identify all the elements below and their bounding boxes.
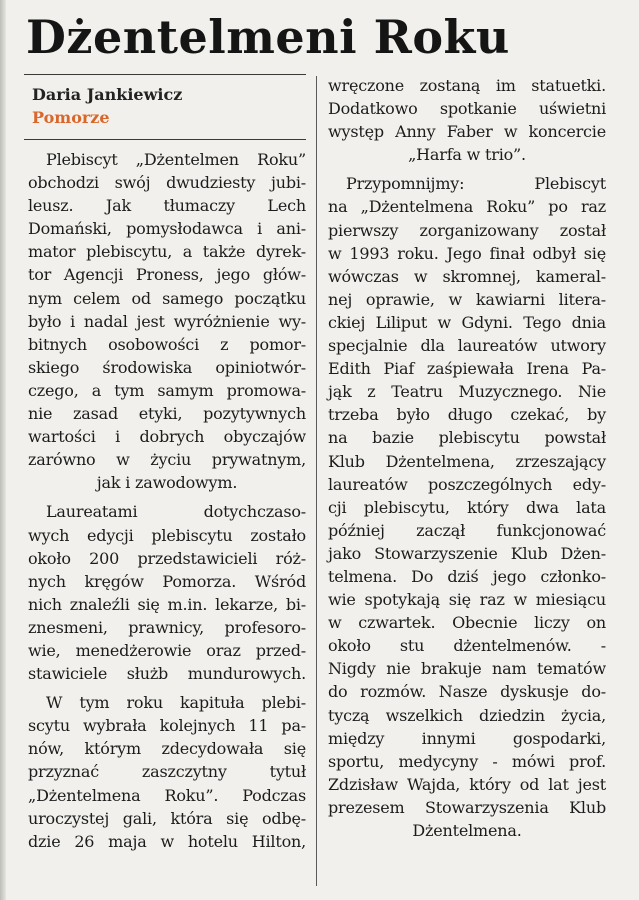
left-column <box>28 148 306 853</box>
text-line: wartości i dobrych obyczajów <box>28 427 306 447</box>
text-line: scytu wybrała kolejnych 11 pa- <box>28 716 306 736</box>
text-line: wie, menedżerowie oraz przed- <box>28 640 306 660</box>
text-line: nym celem od samego początku <box>28 288 306 308</box>
paragraph <box>28 148 306 494</box>
text-line: Laureatami dotychczaso- <box>46 502 306 522</box>
text-line: W tym roku kapituła plebi- <box>46 693 306 713</box>
text-line: czego, a tym samym promowa- <box>28 380 306 400</box>
text-line: skiego środowiska opiniotwór- <box>28 357 306 377</box>
text-line: tor Agencji Proness, jego głów- <box>28 265 306 285</box>
column-divider <box>316 76 317 886</box>
text-line: wych edycji plebiscytu zostało <box>28 525 306 545</box>
text-line: cji plebiscytu, który dwa lata <box>328 497 606 517</box>
text-line: na „Dżentelmena Roku” po raz <box>328 197 606 217</box>
byline-divider <box>24 139 306 140</box>
paragraph <box>28 500 306 685</box>
text-line: wie spotykają się raz w miesiącu <box>328 590 606 610</box>
text-line: w 1993 roku. Jego finał odbył się <box>328 243 606 263</box>
text-line: stawiciele służb mundurowych. <box>28 664 306 684</box>
text-line: nych kręgów Pomorza. Wśród <box>28 571 306 591</box>
text-line: nów, którym zdecydowała się <box>28 739 306 759</box>
text-line: Nigdy nie brakuje nam tematów <box>328 659 606 679</box>
text-line: wręczone zostaną im statuetki. <box>328 76 606 95</box>
text-line: laureatów poszczególnych edy- <box>328 474 606 494</box>
page-edge-shadow <box>0 0 6 900</box>
text-line: występ Anny Faber w koncercie <box>328 122 606 142</box>
text-line: wówczas w skromnej, kameral- <box>328 266 606 286</box>
text-line: Zdzisław Wajda, który od lat jest <box>328 774 606 794</box>
text-line: „Harfa w trio”. <box>408 145 526 165</box>
region-label: Pomorze <box>32 108 110 127</box>
text-line: do rozmów. Nasze dyskusje do- <box>328 682 606 702</box>
text-line: dzie 26 maja w hotelu Hilton, <box>28 831 306 851</box>
text-line: w czwartek. Obecnie liczy on <box>328 613 606 633</box>
text-line: „Dżentelmena Roku”. Podczas <box>28 785 306 805</box>
article-title: Dżentelmeni Roku <box>26 10 510 64</box>
text-line: pierwszy zorganizowany został <box>328 220 606 240</box>
text-line: nie zasad etyki, pozytywnych <box>28 404 306 424</box>
text-line: Dodatkowo spotkanie uświetni <box>328 99 606 119</box>
text-line: specjalnie dla laureatów utwory <box>328 336 606 356</box>
text-line: obchodzi swój dwudziesty jubi- <box>28 173 306 193</box>
paragraph <box>28 691 306 853</box>
text-line: Dżentelmena. <box>412 821 522 840</box>
text-line: przyznać zaszczytny tytuł <box>28 762 306 782</box>
text-line: Domański, pomysłodawca i ani- <box>28 219 306 239</box>
text-line: telmena. Do dziś jego członko- <box>328 566 606 586</box>
text-line: około 200 przedstawicieli róż- <box>28 548 306 568</box>
text-line: ckiej Liliput w Gdyni. Tego dnia <box>328 312 606 332</box>
text-line: mator plebiscytu, a także dyrek- <box>28 242 306 262</box>
text-line: zarówno w życiu prywatnym, <box>28 450 306 470</box>
author-name: Daria Jankiewicz <box>32 85 183 104</box>
text-line: znesmeni, prawnicy, profesoro- <box>28 617 306 637</box>
title-divider <box>24 74 306 75</box>
text-line: było i nadal jest wyróżnienie wy- <box>28 311 306 331</box>
text-line: leusz. Jak tłumaczy Lech <box>28 196 306 216</box>
text-line: jako Stowarzyszenie Klub Dżen- <box>328 543 606 563</box>
paragraph <box>328 74 606 166</box>
text-line: Przypomnijmy: Plebiscyt <box>346 174 606 194</box>
text-line: około stu dżentelmenów. - <box>328 636 606 656</box>
text-line: jąk z Teatru Muzycznego. Nie <box>328 382 606 402</box>
text-line: później zaczął funkcjonować <box>328 520 606 540</box>
text-line: bitnych osobowości z pomor- <box>28 334 306 354</box>
text-line: trzeba było długo czekać, by <box>328 405 606 425</box>
text-line: Klub Dżentelmena, zrzeszający <box>328 451 606 471</box>
text-line: tyczą wszelkich dziedzin życia, <box>328 705 606 725</box>
text-line: na bazie plebiscytu powstał <box>328 428 606 448</box>
text-line: Edith Piaf zaśpiewała Irena Pa- <box>328 359 606 379</box>
paragraph <box>328 172 606 842</box>
text-line: prezesem Stowarzyszenia Klub <box>328 797 606 817</box>
right-column <box>328 74 606 842</box>
text-line: między innymi gospodarki, <box>328 728 606 748</box>
text-line: nich znaleźli się m.in. lekarze, bi- <box>28 594 306 614</box>
text-line: jak i zawodowym. <box>96 473 238 493</box>
text-line: nej oprawie, w kawiarni litera- <box>328 289 606 309</box>
text-line: Plebiscyt „Dżentelmen Roku” <box>46 150 306 169</box>
text-line: sportu, medycyny - mówi prof. <box>328 751 606 771</box>
text-line: uroczystej gali, która się odbę- <box>28 808 306 828</box>
